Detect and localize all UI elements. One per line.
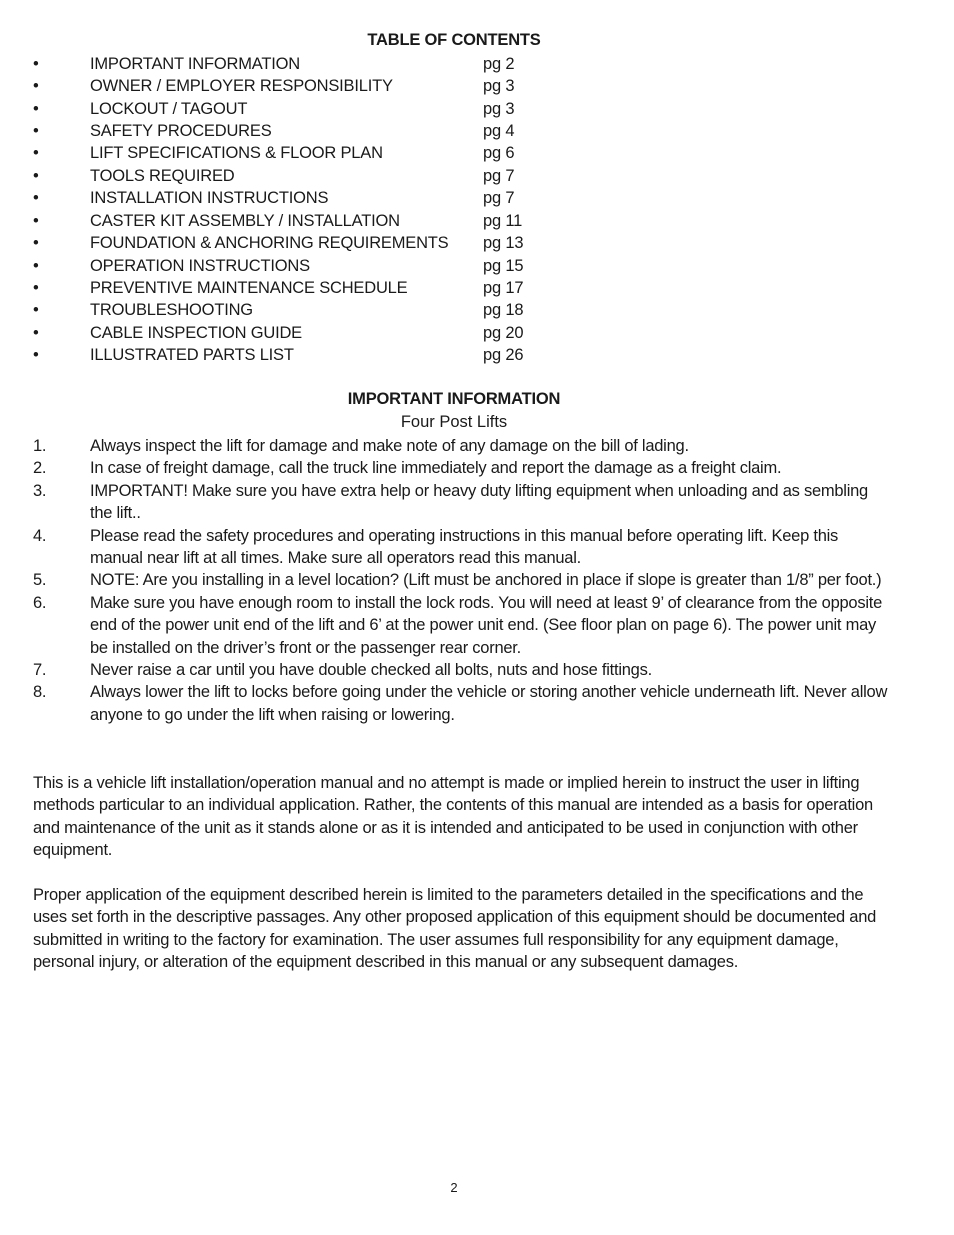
bullet-icon: • (33, 212, 39, 230)
toc-entry-page: pg 2 (483, 55, 515, 73)
list-item (0, 525, 954, 570)
toc-entry-page: pg 4 (483, 122, 515, 140)
toc-entry-title: LIFT SPECIFICATIONS & FLOOR PLAN (90, 144, 383, 162)
toc-entry-title: ILLUSTRATED PARTS LIST (90, 346, 294, 364)
list-item-number: 6. (33, 593, 47, 612)
toc-heading: TABLE OF CONTENTS (367, 31, 541, 49)
toc-entry-page: pg 20 (483, 324, 524, 342)
list-item-text: NOTE: Are you installing in a level location? (Lift must be anchored in place if slope is greater than 1/8” per foot.) (90, 571, 882, 590)
bullet-icon: • (33, 100, 39, 118)
toc-entry (0, 75, 700, 97)
toc-entry-title: IMPORTANT INFORMATION (90, 55, 300, 73)
toc-entry-page: pg 11 (483, 212, 523, 230)
toc-entry (0, 165, 700, 187)
toc-entry (0, 210, 700, 232)
toc-entry-title: TOOLS REQUIRED (90, 167, 235, 185)
bullet-icon: • (33, 301, 39, 319)
list-item-number: 5. (33, 571, 47, 590)
bullet-icon: • (33, 257, 39, 275)
bullet-icon: • (33, 279, 39, 297)
important-info-heading: IMPORTANT INFORMATION (347, 390, 561, 408)
toc-entry-title: CASTER KIT ASSEMBLY / INSTALLATION (90, 212, 400, 230)
list-item-text: Always inspect the lift for damage and make note of any damage on the bill of lading. (90, 437, 689, 455)
toc-entry (0, 255, 700, 277)
toc-entry (0, 344, 700, 366)
toc-entry-title: CABLE INSPECTION GUIDE (90, 324, 302, 342)
bullet-icon: • (33, 167, 39, 185)
toc-entry (0, 232, 700, 254)
list-item-text: Always lower the lift to locks before going under the vehicle or storing another vehicle underneath lift. Never allow anyone to go under the lift when raising or lowering. (90, 683, 888, 724)
list-item (0, 569, 954, 591)
list-item (0, 480, 954, 525)
list-item-number: 3. (33, 481, 47, 500)
list-item-number: 7. (33, 661, 47, 680)
toc-entry-title: SAFETY PROCEDURES (90, 122, 272, 140)
toc-entry-page: pg 7 (483, 167, 515, 185)
toc-entry (0, 142, 700, 164)
toc-entry (0, 98, 700, 120)
list-item-text: Never raise a car until you have double checked all bolts, nuts and hose fittings. (90, 661, 652, 680)
bullet-icon: • (33, 346, 39, 364)
page-number: 2 (450, 1180, 458, 1195)
toc-entry-page: pg 3 (483, 100, 515, 118)
list-item-text: Make sure you have enough room to install the lock rods. You will need at least 9’ of clearance from the opposite end of the power unit end of the lift and 6’ at the power unit end. (See floor plan on page 6). The power unit may be installed on the driver’s front or the passenger rear corner. (90, 593, 883, 657)
toc-entry-page: pg 18 (483, 301, 524, 319)
disclaimer-paragraph: This is a vehicle lift installation/operation manual and no attempt is made or implied herein to instruct the user in lifting methods particular to an individual application. Rather, the contents of this manual are intended as a basis for operation and maintenance of the unit as it stands alone or as it is intended and anticipated to be used in conjunction with other equipment. (33, 774, 873, 860)
list-item-text: IMPORTANT! Make sure you have extra help or heavy duty lifting equipment when unloading and as sembling the lift.. (90, 481, 868, 523)
toc-entry-title: FOUNDATION & ANCHORING REQUIREMENTS (90, 234, 449, 252)
list-item (0, 592, 954, 659)
list-item-text: Please read the safety procedures and operating instructions in this manual before operating lift. Keep this manual near lift at all times. Make sure all operators read this manual. (90, 526, 839, 568)
bullet-icon: • (33, 122, 39, 140)
bullet-icon: • (33, 77, 39, 95)
list-item-number: 1. (33, 437, 47, 455)
toc-entry-title: OWNER / EMPLOYER RESPONSIBILITY (90, 77, 393, 95)
list-item-text: In case of freight damage, call the truck line immediately and report the damage as a freight claim. (90, 459, 782, 478)
toc-entry-title: INSTALLATION INSTRUCTIONS (90, 189, 329, 207)
bullet-icon: • (33, 234, 39, 252)
bullet-icon: • (33, 144, 39, 162)
list-item-number: 2. (33, 459, 47, 478)
list-item (0, 457, 954, 479)
toc-entry-title: OPERATION INSTRUCTIONS (90, 257, 310, 275)
toc-entry-page: pg 17 (483, 279, 524, 297)
toc-entry-title: LOCKOUT / TAGOUT (90, 100, 248, 118)
toc-entry (0, 277, 700, 299)
list-item-number: 4. (33, 526, 47, 545)
toc-entry-page: pg 7 (483, 189, 515, 207)
list-item (0, 435, 954, 457)
list-item-number: 8. (33, 683, 47, 702)
toc-entry (0, 299, 700, 321)
toc-entry-page: pg 15 (483, 257, 524, 275)
bullet-icon: • (33, 189, 39, 207)
toc-entry-page: pg 3 (483, 77, 515, 95)
toc-entry (0, 53, 700, 75)
bullet-icon: • (33, 55, 39, 73)
toc-entry-page: pg 26 (483, 346, 524, 364)
toc-entry (0, 322, 700, 344)
toc-entry-title: TROUBLESHOOTING (90, 301, 253, 319)
application-paragraph: Proper application of the equipment described herein is limited to the parameters detailed in the specifications and the uses set forth in the descriptive passages. Any other proposed application of this equipment should be documented and submitted in writing to the factory for examination. The user assumes full responsibility for any equipment damage, personal injury, or alteration of the equipment described in this manual or any subsequent damages. (33, 886, 877, 972)
bullet-icon: • (33, 324, 39, 342)
important-info-list (0, 435, 954, 726)
list-item (0, 659, 954, 681)
important-info-subheading: Four Post Lifts (400, 413, 508, 431)
toc-entry-title: PREVENTIVE MAINTENANCE SCHEDULE (90, 279, 408, 297)
toc-entry-page: pg 13 (483, 234, 524, 252)
toc-entry (0, 120, 700, 142)
list-item (0, 681, 954, 726)
toc-entry-page: pg 6 (483, 144, 515, 162)
toc-entry (0, 187, 700, 209)
